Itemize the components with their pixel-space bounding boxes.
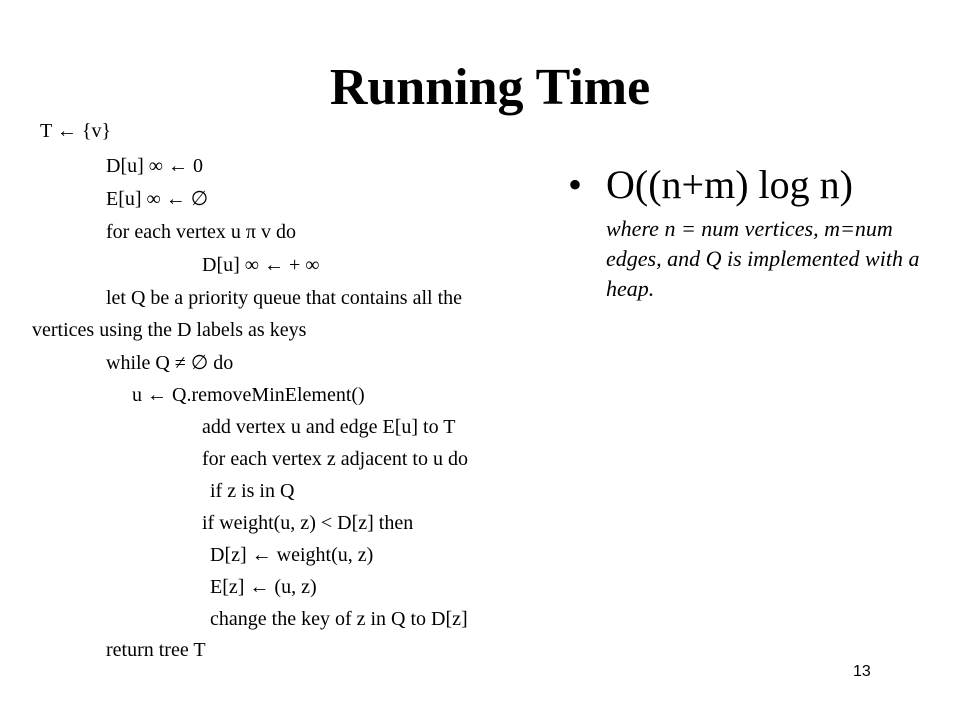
code-line: if weight(u, z) < D[z] then — [202, 512, 414, 534]
page-number: 13 — [853, 663, 871, 680]
code-line: change the key of z in Q to D[z] — [210, 608, 468, 630]
complexity-text: O((n+m) log n) — [606, 162, 853, 207]
code-line: T ← {v} — [40, 120, 112, 142]
code-line: while Q ≠ ∅ do — [106, 352, 234, 374]
code-line: D[z] ← weight(u, z) — [210, 544, 374, 566]
code-line: add vertex u and edge E[u] to T — [202, 416, 456, 438]
code-line: return tree T — [106, 639, 206, 661]
code-line: vertices using the D labels as keys — [32, 319, 307, 341]
code-line: for each vertex u π v do — [106, 221, 297, 243]
slide-title: Running Time — [329, 59, 651, 116]
code-line: let Q be a priority queue that contains all the — [106, 287, 462, 309]
code-line: D[u] ∞ ← + ∞ — [202, 254, 320, 276]
code-line: D[u] ∞ ← 0 — [106, 155, 204, 177]
code-line: E[z] ← (u, z) — [210, 576, 317, 598]
code-line: u ← Q.removeMinElement() — [132, 384, 365, 406]
bullet-marker: • — [568, 162, 583, 207]
code-line: for each vertex z adjacent to u do — [202, 448, 468, 470]
complexity-explanation: where n = num vertices, m=num edges, and Q is implemented with a heap. — [606, 216, 920, 301]
code-line: if z is in Q — [210, 480, 295, 502]
code-line: E[u] ∞ ← ∅ — [106, 188, 209, 210]
